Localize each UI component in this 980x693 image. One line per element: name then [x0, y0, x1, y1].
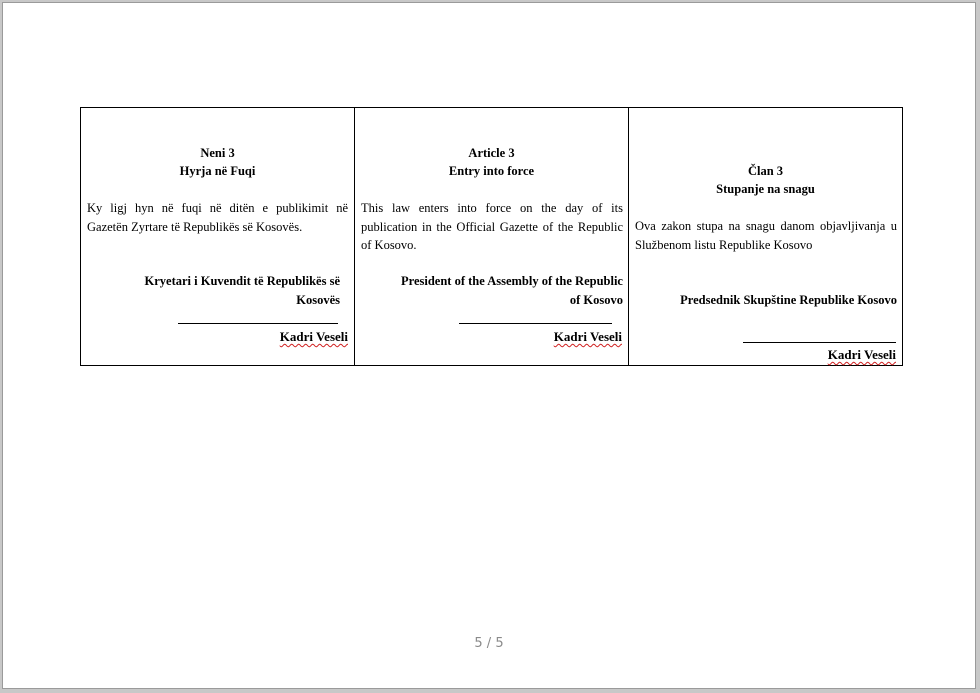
document-page — [2, 2, 976, 689]
article-body: Ky ligj hyn në fuqi në ditën e publikimit në Gazetën Zyrtare të Republikës së Kosovës. — [87, 201, 348, 234]
article-heading — [629, 162, 902, 198]
signer-title-line-1: Predsednik Skupštine Republike Kosovo — [680, 293, 897, 307]
albanian-column — [81, 108, 355, 366]
signer-title-line-2: of Kosovo — [569, 292, 623, 307]
article-body: This law enters into force on the day of its publication in the Official Gazette of the Republic of Kosovo. — [361, 201, 623, 252]
signature-line — [743, 342, 896, 343]
signature-line — [178, 323, 338, 324]
article-number: Neni 3 — [200, 146, 235, 160]
page-indicator: 5 / 5 — [474, 636, 504, 651]
article-number: Član 3 — [747, 164, 784, 178]
signer-title-line-2: Kosovës — [296, 292, 340, 307]
signature-line — [459, 323, 612, 324]
article-title: Stupanje na snagu — [716, 182, 815, 196]
article-body: Ova zakon stupa na snagu danom objavljivanja u Službenom listu Republike Kosovo — [635, 219, 897, 252]
article-title: Hyrja në Fuqi — [179, 164, 256, 178]
article-heading — [355, 144, 628, 180]
signer-title-line-1: President of the Assembly of the Republic — [401, 274, 623, 288]
article-heading — [81, 144, 354, 180]
signer-title — [361, 272, 623, 309]
article-title: Entry into force — [448, 164, 535, 178]
english-column — [355, 108, 629, 366]
signatory-name: Kadri Veseli — [553, 329, 622, 344]
signatory-name: Kadri Veseli — [279, 329, 348, 344]
serbian-column — [629, 108, 903, 366]
signer-title-line-1: Kryetari i Kuvendit të Republikës së — [144, 274, 340, 288]
article-number: Article 3 — [468, 146, 515, 160]
law-article-table — [80, 107, 903, 366]
signatory-name: Kadri Veseli — [827, 347, 896, 362]
signer-title — [87, 272, 340, 309]
signer-title — [635, 291, 897, 310]
